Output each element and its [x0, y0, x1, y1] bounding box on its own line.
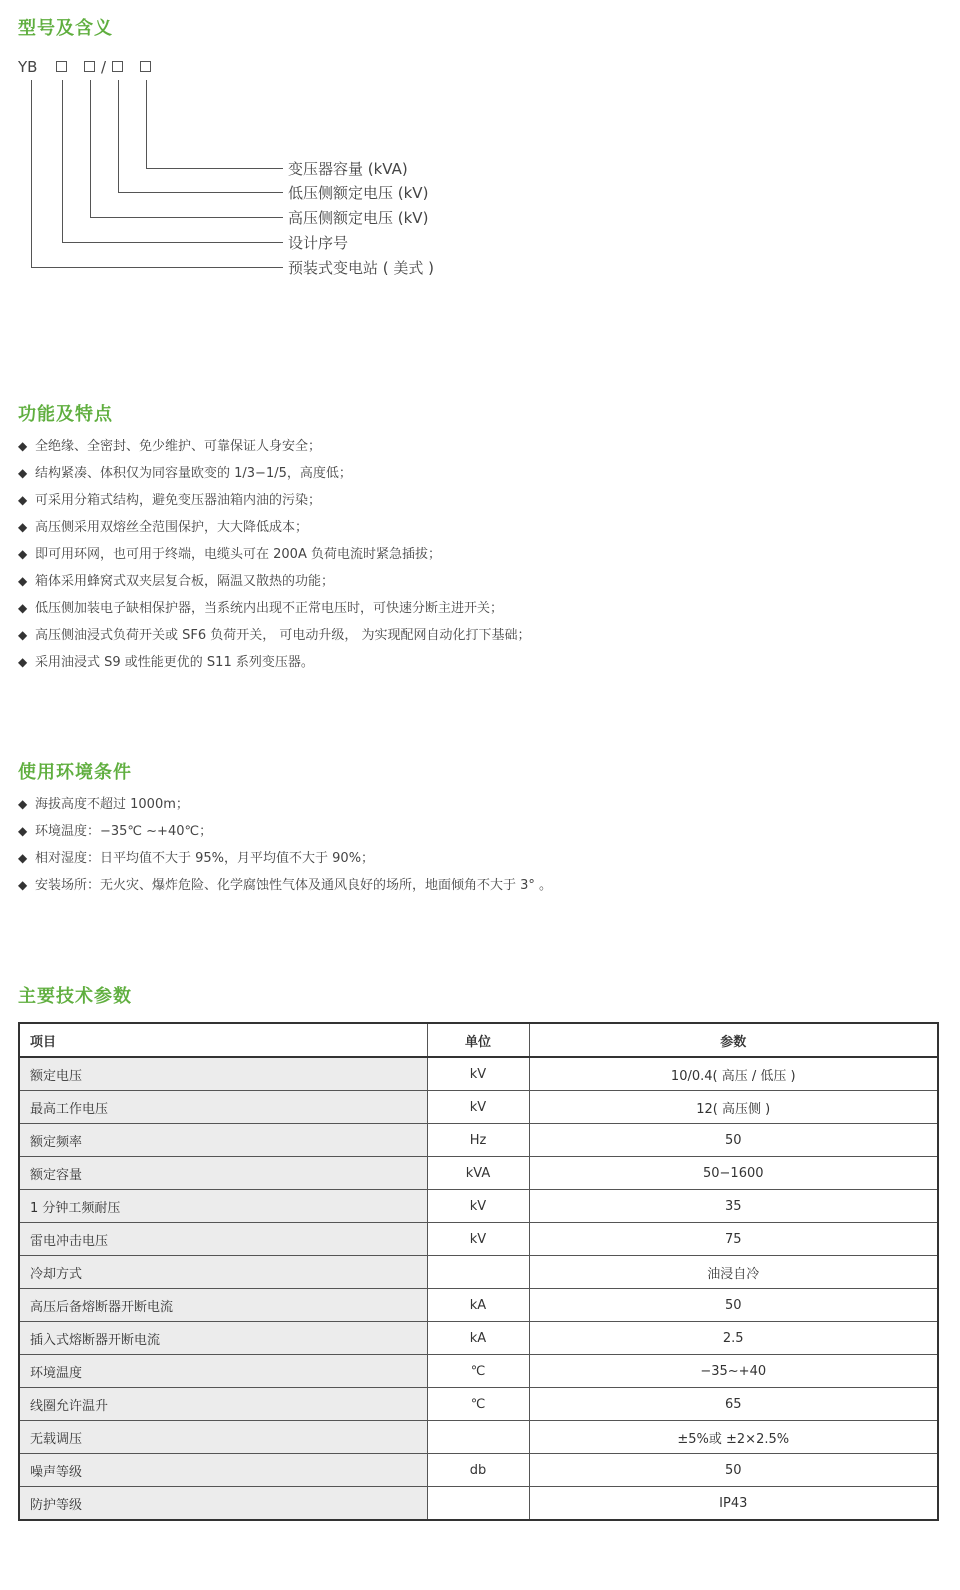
environment-list — [18, 794, 552, 902]
model-prefix: YB — [18, 58, 38, 76]
placeholder-box — [84, 61, 95, 72]
row-unit: ℃ — [427, 1388, 529, 1421]
list-item: ◆ 即可用环网，也可用于终端，电缆头可在 200A 负荷电流时紧急插拔； — [18, 544, 531, 571]
row-unit: kV — [427, 1091, 529, 1124]
row-unit: kVA — [427, 1157, 529, 1190]
table-row — [19, 1091, 938, 1124]
row-value: 50 — [529, 1454, 938, 1487]
table-row — [19, 1388, 938, 1421]
row-unit: Hz — [427, 1124, 529, 1157]
row-value: 50 — [529, 1289, 938, 1322]
table-row — [19, 1124, 938, 1157]
section-title-features: 功能及特点 — [18, 404, 113, 425]
spec-table — [18, 1022, 939, 1521]
row-label: 冷却方式 — [19, 1256, 427, 1289]
diamond-bullet-icon: ◆ — [18, 878, 28, 892]
diamond-bullet-icon: ◆ — [18, 493, 28, 507]
row-label: 雷电冲击电压 — [19, 1223, 427, 1256]
row-value: ±5%或 ±2×2.5% — [529, 1421, 938, 1454]
model-label-capacity: 变压器容量 (kVA) — [288, 160, 408, 178]
row-label: 额定频率 — [19, 1124, 427, 1157]
table-row — [19, 1289, 938, 1322]
diamond-bullet-icon: ◆ — [18, 824, 28, 838]
diamond-bullet-icon: ◆ — [18, 574, 28, 588]
row-value: 75 — [529, 1223, 938, 1256]
list-item: ◆ 可采用分箱式结构，避免变压器油箱内油的污染； — [18, 490, 531, 517]
table-header-row — [19, 1023, 938, 1057]
row-unit — [427, 1487, 529, 1521]
row-label: 1 分钟工频耐压 — [19, 1190, 427, 1223]
row-label: 线圈允许温升 — [19, 1388, 427, 1421]
placeholder-box — [112, 61, 123, 72]
list-item: ◆ 全绝缘、全密封、免少维护、可靠保证人身安全； — [18, 436, 531, 463]
diamond-bullet-icon: ◆ — [18, 601, 28, 615]
placeholder-box — [140, 61, 151, 72]
table-row — [19, 1223, 938, 1256]
row-value: 12( 高压侧 ) — [529, 1091, 938, 1124]
row-value: 50 — [529, 1124, 938, 1157]
row-unit: kV — [427, 1190, 529, 1223]
table-row — [19, 1421, 938, 1454]
header-item: 项目 — [19, 1023, 427, 1057]
model-label-hv-voltage: 高压侧额定电压 (kV) — [288, 209, 429, 227]
list-item: ◆ 海拔高度不超过 1000m； — [18, 794, 552, 821]
diamond-bullet-icon: ◆ — [18, 520, 28, 534]
row-label: 无载调压 — [19, 1421, 427, 1454]
row-label: 额定电压 — [19, 1057, 427, 1091]
row-unit: kA — [427, 1322, 529, 1355]
section-title-model: 型号及含义 — [18, 18, 113, 39]
diamond-bullet-icon: ◆ — [18, 439, 28, 453]
row-unit — [427, 1421, 529, 1454]
diamond-bullet-icon: ◆ — [18, 547, 28, 561]
model-slash: / — [101, 58, 107, 76]
list-item: ◆ 环境温度：−35℃ ~+40℃； — [18, 821, 552, 848]
row-unit: ℃ — [427, 1355, 529, 1388]
row-value: 65 — [529, 1388, 938, 1421]
table-row — [19, 1057, 938, 1091]
table-row — [19, 1355, 938, 1388]
diamond-bullet-icon: ◆ — [18, 797, 28, 811]
table-row — [19, 1322, 938, 1355]
header-value: 参数 — [529, 1023, 938, 1057]
row-value: 50−1600 — [529, 1157, 938, 1190]
row-label: 噪声等级 — [19, 1454, 427, 1487]
table-row — [19, 1190, 938, 1223]
list-item: ◆ 安装场所：无火灾、爆炸危险、化学腐蚀性气体及通风良好的场所，地面倾角不大于 3° 。 — [18, 875, 552, 902]
list-item: ◆ 高压侧采用双熔丝全范围保护，大大降低成本； — [18, 517, 531, 544]
row-label: 插入式熔断器开断电流 — [19, 1322, 427, 1355]
row-label: 最高工作电压 — [19, 1091, 427, 1124]
row-value: IP43 — [529, 1487, 938, 1521]
row-unit: kA — [427, 1289, 529, 1322]
diamond-bullet-icon: ◆ — [18, 851, 28, 865]
model-label-design-no: 设计序号 — [288, 234, 349, 252]
list-item: ◆ 结构紧凑、体积仅为同容量欧变的 1/3−1/5，高度低； — [18, 463, 531, 490]
row-unit: kV — [427, 1057, 529, 1091]
row-label: 环境温度 — [19, 1355, 427, 1388]
list-item: ◆ 箱体采用蜂窝式双夹层复合板，隔温又散热的功能； — [18, 571, 531, 598]
row-value: 10/0.4( 高压 / 低压 ) — [529, 1057, 938, 1091]
row-label: 防护等级 — [19, 1487, 427, 1521]
table-row — [19, 1454, 938, 1487]
row-unit — [427, 1256, 529, 1289]
row-value: −35~+40 — [529, 1355, 938, 1388]
table-row — [19, 1256, 938, 1289]
row-value: 2.5 — [529, 1322, 938, 1355]
diamond-bullet-icon: ◆ — [18, 655, 28, 669]
header-unit: 单位 — [427, 1023, 529, 1057]
section-title-specs: 主要技术参数 — [18, 986, 132, 1007]
list-item: ◆ 相对湿度：日平均值不大于 95%，月平均值不大于 90%； — [18, 848, 552, 875]
list-item: ◆ 采用油浸式 S9 或性能更优的 S11 系列变压器。 — [18, 652, 531, 679]
model-label-substation: 预装式变电站 ( 美式 ) — [288, 259, 435, 277]
model-label-lv-voltage: 低压侧额定电压 (kV) — [288, 184, 429, 202]
table-row — [19, 1157, 938, 1190]
features-list — [18, 436, 531, 679]
list-item: ◆ 高压侧油浸式负荷开关或 SF6 负荷开关， 可电动升级， 为实现配网自动化打下基础； — [18, 625, 531, 652]
row-unit: kV — [427, 1223, 529, 1256]
diamond-bullet-icon: ◆ — [18, 628, 28, 642]
row-value: 35 — [529, 1190, 938, 1223]
table-row — [19, 1487, 938, 1521]
list-item: ◆ 低压侧加装电子缺相保护器，当系统内出现不正常电压时，可快速分断主进开关； — [18, 598, 531, 625]
row-label: 高压后备熔断器开断电流 — [19, 1289, 427, 1322]
diamond-bullet-icon: ◆ — [18, 466, 28, 480]
row-unit: db — [427, 1454, 529, 1487]
row-label: 额定容量 — [19, 1157, 427, 1190]
section-title-environment: 使用环境条件 — [18, 762, 132, 783]
row-value: 油浸自冷 — [529, 1256, 938, 1289]
placeholder-box — [56, 61, 67, 72]
